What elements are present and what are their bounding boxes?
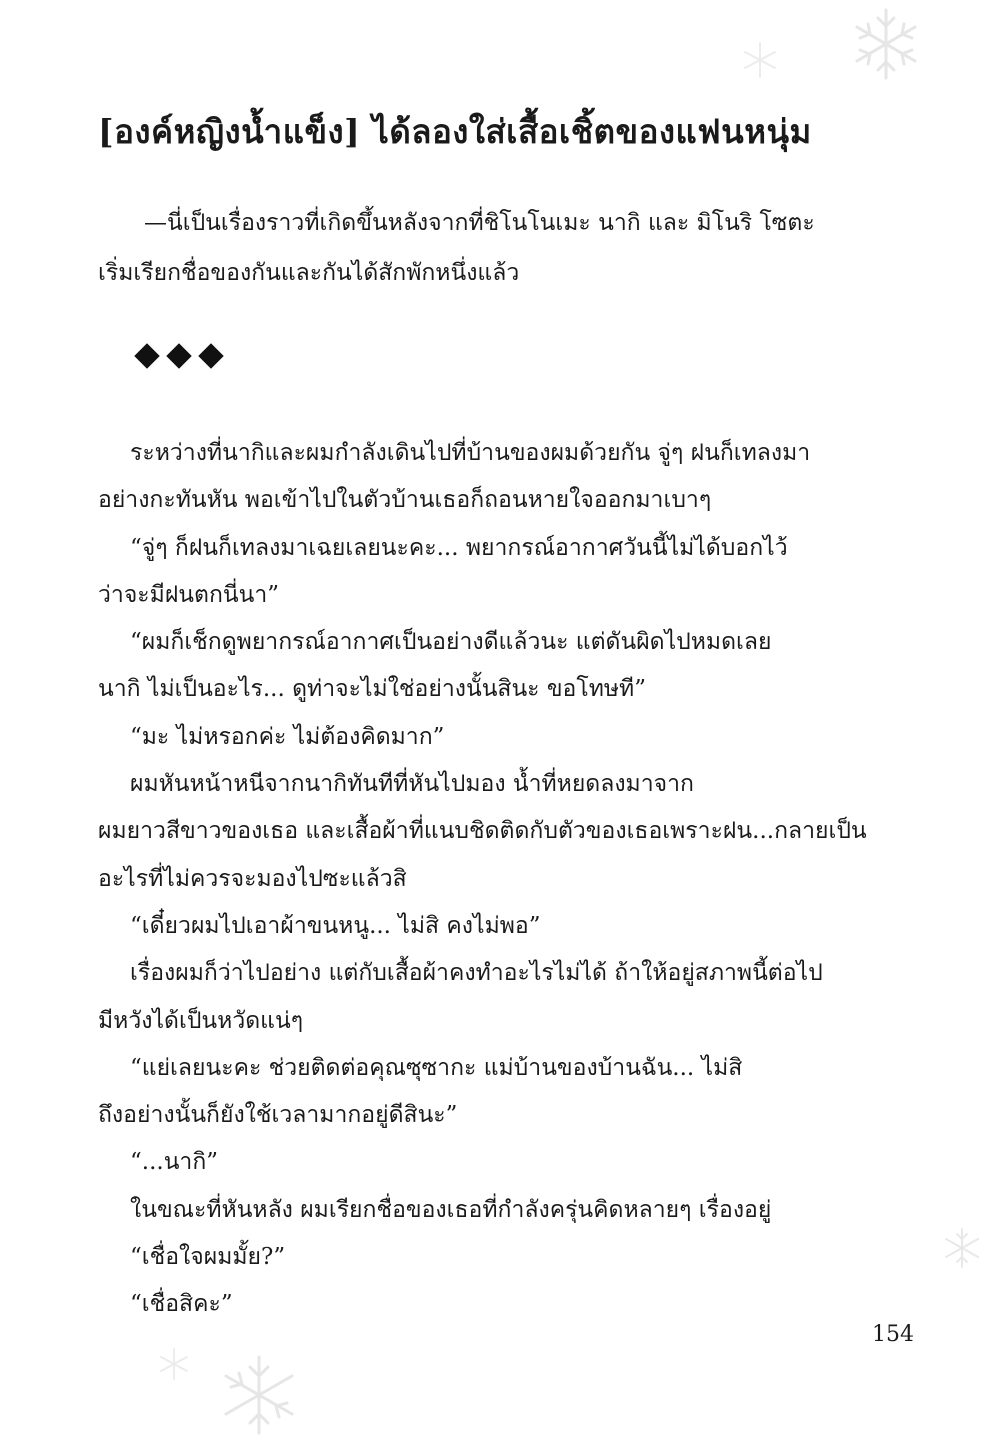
body-line: ผมยาวสีขาวของเธอ และเสื้อผ้าที่แนบชิดติดกับตัวของเธอเพราะฝน...กลายเป็น <box>98 818 867 845</box>
body-line: มีหวังได้เป็นหวัดแน่ๆ <box>98 1007 304 1034</box>
body-line: “...นากิ” <box>130 1149 219 1176</box>
intro-paragraph <box>98 198 898 298</box>
body-line: อย่างกะทันหัน พอเข้าไปในตัวบ้านเธอก็ถอนหายใจออกมาเบาๆ <box>98 487 712 514</box>
snowflake-icon <box>740 40 780 80</box>
intro-line: เริ่มเรียกชื่อของกันและกันได้สักพักหนึ่งแล้ว <box>98 260 520 286</box>
body-line: ระหว่างที่นากิและผมกำลังเดินไปที่บ้านของผมด้วยกัน จู่ๆ ฝนก็เทลงมา <box>130 440 811 466</box>
body-line: ในขณะที่หันหลัง ผมเรียกชื่อของเธอที่กำลังครุ่นคิดหลายๆ เรื่องอยู่ <box>130 1196 772 1223</box>
snowflake-icon <box>214 1350 304 1440</box>
page-number: 154 <box>872 1322 914 1347</box>
body-line: “เชื่อใจผมมั้ย?” <box>130 1244 286 1271</box>
body-line: “แย่เลยนะคะ ช่วยติดต่อคุณซุซากะ แม่บ้านของบ้านฉัน... ไม่สิ <box>130 1054 743 1081</box>
intro-line: —นี่เป็นเรื่องราวที่เกิดขึ้นหลังจากที่ชิโนโนเมะ นากิ และ มิโนริ โซตะ <box>144 210 815 236</box>
snowflake-icon <box>940 1226 984 1270</box>
diamond-icon <box>198 343 223 368</box>
body-line: เรื่องผมก็ว่าไปอย่าง แต่กับเสื้อผ้าคงทำอะไรไม่ได้ ถ้าให้อยู่สภาพนี้ต่อไป <box>130 960 823 987</box>
section-divider <box>134 336 224 376</box>
body-line: นากิ ไม่เป็นอะไร... ดูท่าจะไม่ใช่อย่างนั้นสินะ ขอโทษที” <box>98 676 646 703</box>
body-line: ว่าจะมีฝนตกนี่นา” <box>98 581 280 608</box>
body-line: “เดี๋ยวผมไปเอาผ้าขนหนู... ไม่สิ คงไม่พอ” <box>130 912 541 939</box>
body-line: “ผมก็เช็กดูพยากรณ์อากาศเป็นอย่างดีแล้วนะ แต่ดันผิดไปหมดเลย <box>130 629 772 656</box>
snowflake-icon <box>846 4 926 84</box>
diamond-icon <box>134 343 159 368</box>
body-line: “มะ ไม่หรอกค่ะ ไม่ต้องคิดมาก” <box>130 723 445 750</box>
body-line: “จู่ๆ ก็ฝนก็เทลงมาเฉยเลยนะคะ... พยากรณ์อากาศวันนี้ไม่ได้บอกไว้ <box>130 534 788 561</box>
snowflake-icon <box>156 1346 192 1382</box>
body-line: อะไรที่ไม่ควรจะมองไปซะแล้วสิ <box>98 865 407 892</box>
diamond-icon <box>166 343 191 368</box>
body-text <box>98 430 908 1329</box>
body-line: ถึงอย่างนั้นก็ยังใช้เวลามากอยู่ดีสินะ” <box>98 1102 458 1129</box>
body-line: ผมหันหน้าหนีจากนากิทันทีที่หันไปมอง น้ำที่หยดลงมาจาก <box>130 771 694 798</box>
chapter-title: [องค์หญิงน้ำแข็ง] ได้ลองใส่เสื้อเชิ้ตของแฟนหนุ่ม <box>98 112 812 151</box>
body-line: “เชื่อสิคะ” <box>130 1291 233 1318</box>
